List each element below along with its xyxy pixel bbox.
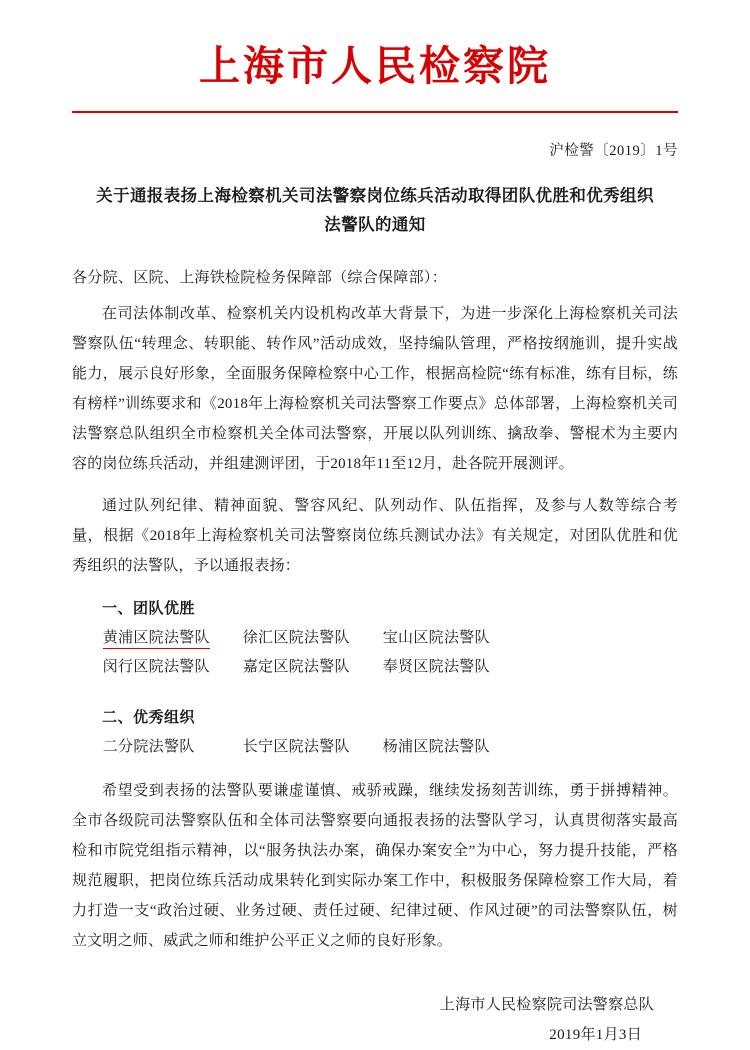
team-name: 嘉定区院法警队 — [242, 658, 350, 675]
signature-date: 2019年1月3日 — [549, 1026, 642, 1043]
spacer — [72, 756, 678, 764]
team-list-winners — [72, 626, 678, 676]
masthead — [72, 30, 678, 113]
team-name: 二分院法警队 — [102, 738, 195, 755]
team-row — [103, 735, 678, 756]
team-list-organization — [72, 735, 678, 756]
page-title-line-1: 关于通报表扬上海检察机关司法警察岗位练兵活动取得团队优胜和优秀组织 — [96, 186, 654, 206]
team-row — [103, 626, 678, 649]
team-name: 杨浦区院法警队 — [382, 738, 490, 755]
team-name: 闵行区院法警队 — [102, 658, 210, 675]
section-heading-excellent-organization: 二、优秀组织 — [102, 709, 196, 726]
body-paragraph-2: 通过队列纪律、精神面貌、警容风纪、队列动作、队伍指挥，及参与人数等综合考量，根据《2018年上海检察机关司法警察岗位练兵测试办法》有关规定，对团队优胜和优秀组织的法警队，予以通报表扬： — [72, 497, 678, 574]
team-name: 徐汇区院法警队 — [242, 629, 350, 646]
team-name: 长宁区院法警队 — [242, 738, 350, 755]
signature-issuer: 上海市人民检察院司法警察总队 — [439, 996, 654, 1013]
page-title-line-2: 法警队的通知 — [324, 214, 426, 234]
team-name-text: 黄浦区院法警队 — [103, 626, 210, 649]
closing-paragraph: 希望受到表扬的法警队要谦虚谨慎、戒骄戒躁，继续发扬刻苦训练，勇于拼搏精神。全市各级院司法警察队伍和全体司法警察要向通报表扬的法警队学习，认真贯彻落实最高检和市院党组指示精神，以“服务执法办案，确保办案安全”为中心，努力提升技能，严格规范履职，把岗位练兵活动成果转化到实际办案工作中，积极服务保障检察工作大局，着力打造一支“政治过硬、业务过硬、责任过硬、纪律过硬、作风过硬”的司法警察队伍，树立文明之师、威武之师和维护公平正义之师的良好形象。 — [72, 782, 678, 949]
body-paragraph-1: 在司法体制改革、检察机关内设机构改革大背景下，为进一步深化上海检察机关司法警察队伍“转理念、转职能、转作风”活动成效，坚持编队管理，严格按纲施训，提升实战能力，展示良好形象，全面服务保障检察中心工作，根据高检院“练有标准，练有目标，练有榜样”训练要求和《2018年上海检察机关司法警察工作要点》总体部署，上海检察机关司法警察总队组织全市检察机关全体司法警察，开展以队列训练、擒敌拳、警棍术为主要内容的岗位练兵活动，并组建测评团，于2018年11至12月，赴各院开展测评。 — [72, 305, 678, 472]
issuing-organization-title: 上海市人民检察院 — [199, 43, 551, 89]
team-row — [103, 655, 678, 676]
section-heading-team-winners: 一、团队优胜 — [102, 600, 196, 617]
spacer — [72, 676, 678, 690]
team-name: 奉贤区院法警队 — [382, 658, 490, 675]
masthead-divider — [72, 111, 678, 113]
signature-block — [72, 990, 678, 1050]
document-number: 沪检警〔2019〕1号 — [549, 143, 678, 160]
page-title — [72, 182, 678, 240]
salutation: 各分院、区院、上海铁检院检务保障部（综合保障部）： — [72, 269, 448, 286]
team-name-highlighted — [103, 626, 243, 649]
team-name: 宝山区院法警队 — [382, 629, 490, 646]
